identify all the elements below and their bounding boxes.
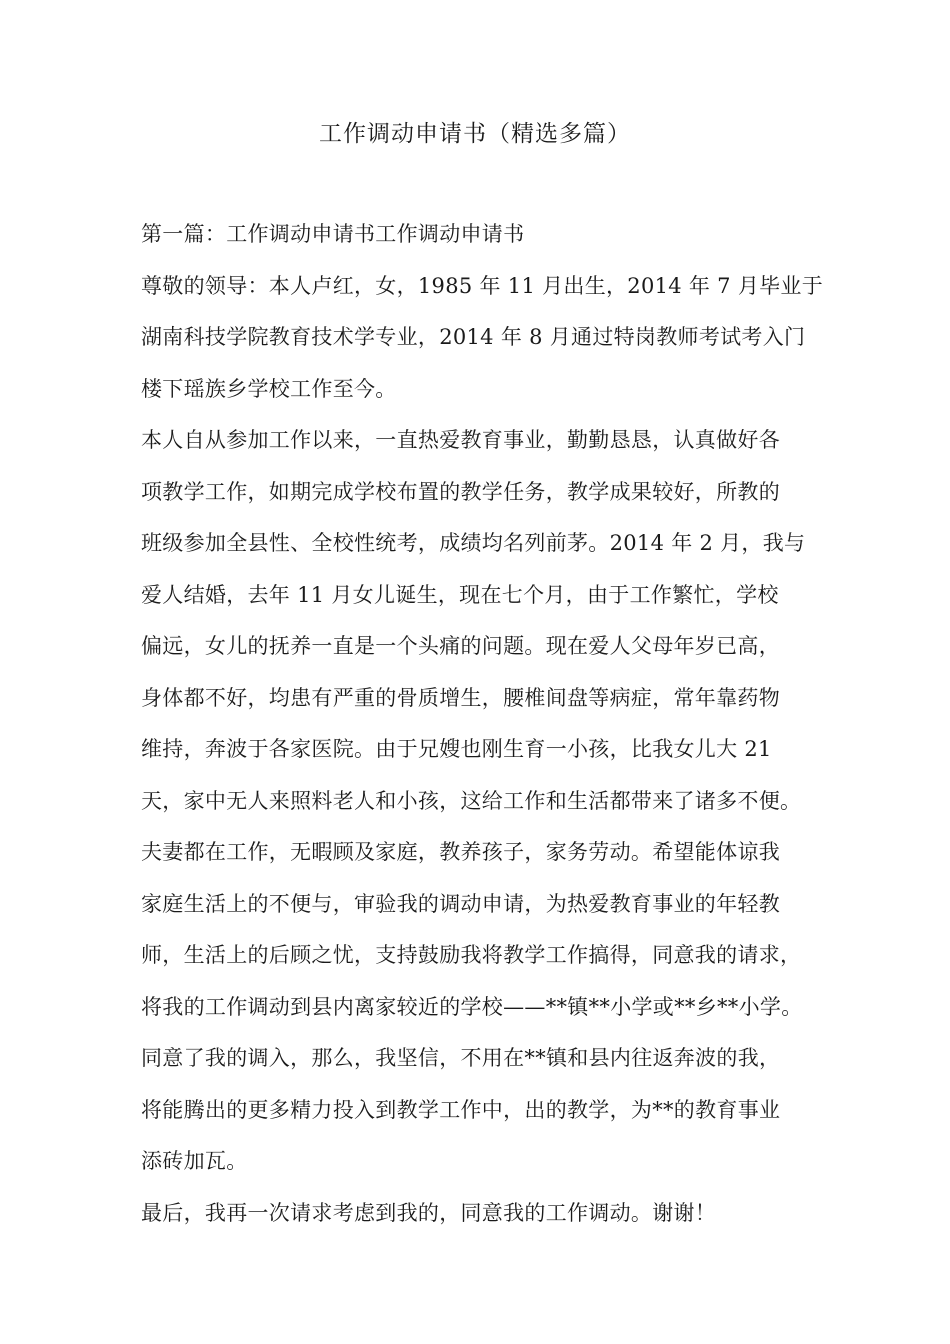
text-line: 添砖加瓦。 (141, 1149, 248, 1173)
text-line: 偏远，女儿的抚养一直是一个头痛的问题。现在爱人父母年岁已高， (141, 634, 780, 658)
document-title: 工作调动申请书（精选多篇） (319, 121, 631, 147)
text-line: 身体都不好，均患有严重的骨质增生，腰椎间盘等病症，常年靠药物 (141, 685, 780, 710)
text-line: 家庭生活上的不便与，审验我的调动申请，为热爱教育事业的年轻教 (141, 891, 780, 916)
text-line: 将我的工作调动到县内离家较近的学校——**镇**小学或**乡**小学。 (141, 994, 803, 1019)
text-line: 尊敬的领导：本人卢红，女，1985 年 11 月出生，2014 年 7 月毕业于 (141, 273, 824, 298)
text-line: 项教学工作，如期完成学校布置的教学任务，教学成果较好，所教的 (141, 479, 780, 504)
text-line: 同意了我的调入，那么，我坚信，不用在**镇和县内往返奔波的我， (141, 1046, 781, 1070)
text-line: 最后，我再一次请求考虑到我的，同意我的工作调动。谢谢！ (141, 1200, 717, 1225)
text-line: 湖南科技学院教育技术学专业，2014 年 8 月通过特岗教师考试考入门 (141, 325, 806, 349)
text-line: 将能腾出的更多精力投入到教学工作中，出的教学，为**的教育事业 (141, 1097, 781, 1122)
text-line: 楼下瑶族乡学校工作至今。 (141, 376, 397, 401)
text-line: 师，生活上的后顾之忧，支持鼓励我将教学工作搞得，同意我的请求， (141, 943, 802, 967)
text-line: 夫妻都在工作，无暇顾及家庭，教养孩子，家务劳动。希望能体谅我 (141, 840, 780, 864)
text-line: 爱人结婚，去年 11 月女儿诞生，现在七个月，由于工作繁忙，学校 (141, 582, 779, 607)
text-line: 天，家中无人来照料老人和小孩，这给工作和生活都带来了诸多不便。 (141, 788, 802, 813)
text-line: 班级参加全县性、全校性统考，成绩均名列前茅。2014 年 2 月，我与 (141, 531, 806, 555)
text-line: 第一篇：工作调动申请书工作调动申请书 (141, 222, 525, 246)
document-body (141, 209, 841, 1239)
text-line: 维持，奔波于各家医院。由于兄嫂也刚生育一小孩，比我女儿大 21 (141, 737, 772, 761)
text-line: 本人自从参加工作以来，一直热爱教育事业，勤勤恳恳，认真做好各 (141, 428, 780, 452)
